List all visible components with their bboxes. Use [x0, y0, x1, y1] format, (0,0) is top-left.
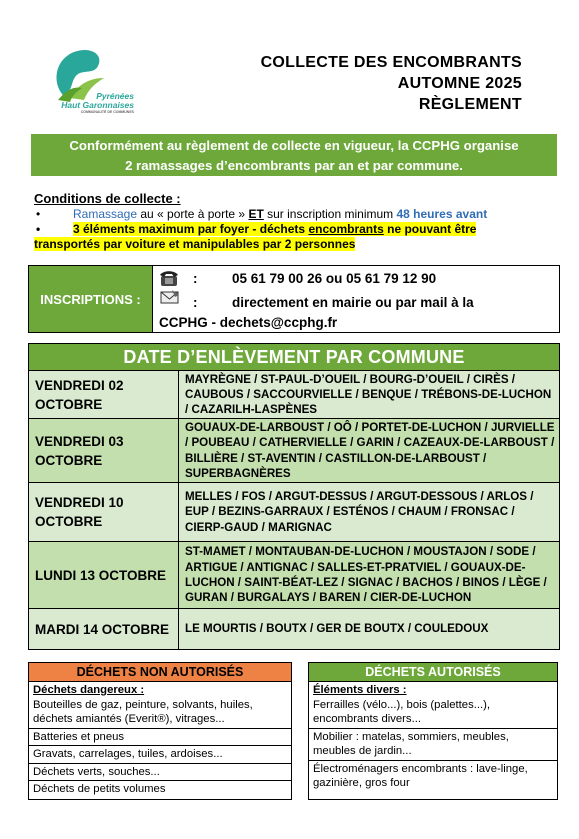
- ramassage-text: Ramassage: [73, 207, 138, 221]
- table-row: [29, 609, 559, 649]
- collection-day: MARDI 14 OCTOBRE: [29, 609, 179, 649]
- allowed-heading: DÉCHETS AUTORISÉS: [309, 663, 557, 682]
- commune-list: LE MOURTIS / BOUTX / GER DE BOUTX / COULEDOUX: [185, 622, 489, 636]
- page-title: [200, 52, 522, 115]
- inscriptions-label: INSCRIPTIONS :: [29, 266, 153, 332]
- list-item: Batteries et pneus: [29, 729, 291, 747]
- inscriptions-box: [28, 265, 560, 333]
- encombrants-text: encombrants: [308, 222, 384, 236]
- table-row: [29, 419, 559, 483]
- condition-bullet-2: [34, 222, 554, 237]
- list-item: Gravats, carrelages, tuiles, ardoises...: [29, 746, 291, 764]
- et-text: ET: [248, 207, 264, 221]
- porte-a-porte-text: au « porte à porte »: [137, 207, 249, 221]
- bullet-icon: •: [36, 207, 41, 221]
- list-item: [309, 682, 557, 729]
- title-line-3: RÈGLEMENT: [418, 96, 522, 113]
- list-item: Déchets de petits volumes: [33, 783, 166, 795]
- not-allowed-heading: DÉCHETS NON AUTORISÉS: [29, 663, 291, 682]
- commune-list: MAYRÈGNE / ST-PAUL-D’OUEIL / BOURG-D’OUEIL / CIRÈS / CAUBOUS / SACCOURVIELLE / BENQUE / TRÉBONS-DE-LUCHON / CAZARILH-LASPÈNES: [185, 372, 552, 417]
- commune-list: ST-MAMET / MONTAUBAN-DE-LUCHON / MOUSTAJON / SODE / ARTIGUE / ANTIGNAC / SALLES-ET-PRATVIEL / GOUAUX-DE-LUCHON / SAINT-BÉAT-LEZ / SIGNAC / BACHOS / BINOS / LÈGE / GURAN / BURGALAYS / BAREN / CIER-DE-LUCHON: [185, 545, 547, 605]
- phone-numbers: 05 61 79 00 26 ou 05 61 79 12 90: [232, 271, 437, 286]
- condition-bullet-2-line-2: transportés par voiture et manipulables par 2 personnes: [34, 237, 356, 251]
- conditions-heading: Conditions de collecte :: [34, 191, 181, 206]
- table-row: [29, 483, 559, 542]
- not-allowed-waste-box: [28, 662, 292, 800]
- collection-dates-table: [28, 343, 560, 650]
- phone-colon: :: [193, 271, 198, 286]
- logo-text-1: Pyrénées: [96, 91, 134, 101]
- title-line-2: AUTOMNE 2025: [397, 75, 522, 92]
- table-row: [29, 371, 559, 419]
- table-row: [29, 542, 559, 609]
- mail-address: CCPHG - dechets@ccphg.fr: [159, 315, 338, 330]
- commune-list: GOUAUX-DE-LARBOUST / OÔ / PORTET-DE-LUCHON / JURVIELLE / POUBEAU / CATHERVIELLE / GARIN / CAZEAUX-DE-LARBOUST / BILLIÈRE / ST-AVENTIN / CASTILLON-DE-LARBOUST / SUPERBAGNÈRES: [185, 420, 555, 480]
- allowed-waste-box: [308, 662, 558, 800]
- item-text: Bouteilles de gaz, peinture, solvants, huiles, déchets amiantés (Everit®), vitrages...: [33, 698, 253, 725]
- transport-text: ne pouvant être: [383, 222, 477, 236]
- logo-text-2: Haut Garonnaises: [61, 100, 134, 110]
- list-item: Déchets verts, souches...: [29, 764, 291, 782]
- title-line-1: COLLECTE DES ENCOMBRANTS: [260, 54, 522, 71]
- mail-instructions: directement en mairie ou par mail à la: [232, 295, 474, 310]
- mail-colon: :: [193, 295, 198, 310]
- item-title: Éléments divers :: [313, 684, 407, 696]
- list-item: Électroménagers encombrants : lave-linge, gazinière, gros four: [313, 762, 528, 789]
- bullet-icon: •: [36, 222, 41, 236]
- item-title: Déchets dangereux :: [33, 684, 145, 696]
- intro-line-1: Conformément au règlement de collecte en vigueur, la CCPHG organise: [69, 138, 519, 153]
- conditions-section: [34, 191, 554, 252]
- collection-day: LUNDI 13 OCTOBRE: [29, 542, 179, 608]
- intro-banner: [30, 133, 558, 177]
- commune-list: MELLES / FOS / ARGUT-DESSUS / ARGUT-DESSOUS / ARLOS / EUP / BEZINS-GARRAUX / ESTÉNOS / CHAUM / FRONSAC / CIERP-GAUD / MARIGNAC: [185, 490, 534, 534]
- dates-table-heading: DATE D’ENLÈVEMENT PAR COMMUNE: [29, 344, 559, 371]
- ccphg-logo: [44, 44, 134, 124]
- list-item: [29, 682, 291, 729]
- inscription-text: sur inscription minimum: [263, 207, 397, 221]
- delay-text: 48 heures avant: [396, 207, 488, 221]
- collection-day: VENDREDI 03 OCTOBRE: [29, 419, 179, 482]
- condition-bullet-1: [34, 207, 554, 222]
- collection-day: VENDREDI 10 OCTOBRE: [29, 483, 179, 541]
- list-item: Mobilier : matelas, sommiers, meubles, meubles de jardin...: [309, 729, 557, 761]
- collection-day: VENDREDI 02 OCTOBRE: [29, 371, 179, 418]
- mail-icon: [160, 289, 180, 310]
- max-items-text: 3 éléments maximum par foyer - déchets: [73, 222, 309, 236]
- logo-text-3: COMMUNAUTÉ DE COMMUNES: [80, 110, 134, 114]
- item-text: Ferrailles (vélo...), bois (palettes...), encombrants divers...: [313, 698, 491, 725]
- intro-line-2: 2 ramassages d’encombrants par an et par commune.: [125, 158, 463, 173]
